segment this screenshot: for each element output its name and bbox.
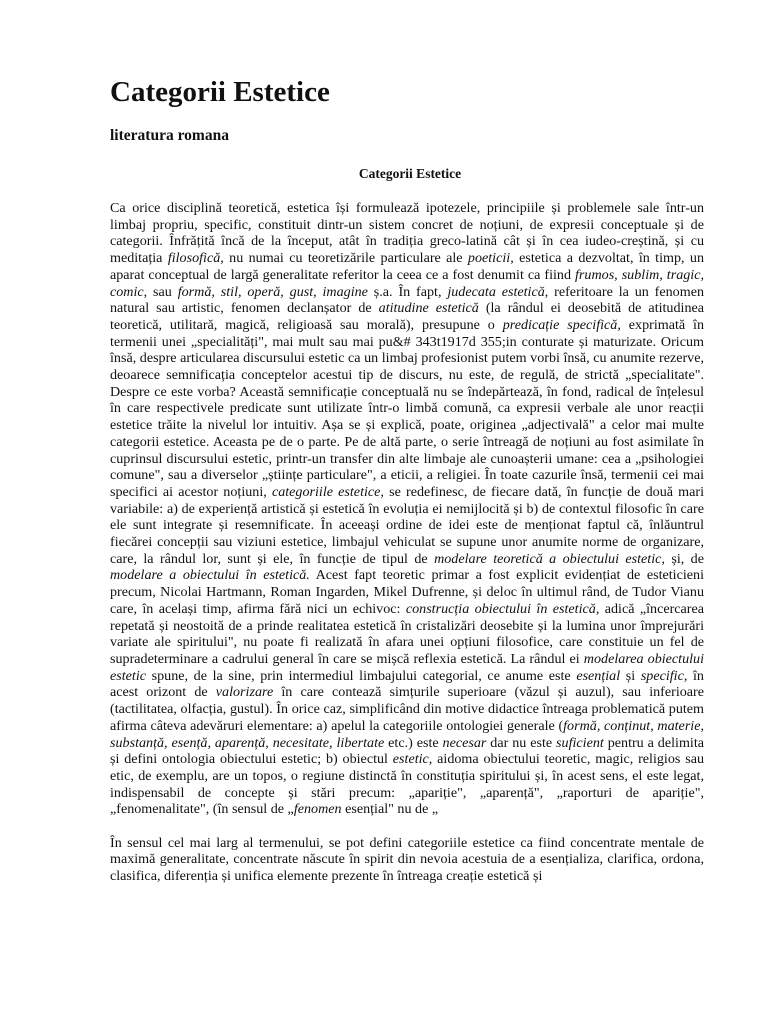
text-run: dar nu este xyxy=(486,734,557,751)
italic-term: modelarea obiectului estetic xyxy=(110,650,705,684)
body-paragraph-2: În sensul cel mai larg al termenului, se pot defini categoriile estetice ca fiind concentrate mentale de maximă generalitate, concentrate născute în spirit din nevoia acestuia de a esențializa, clarifica, ordona, clasifica, diferenția și unifica elemente prezente în întreaga creație estetică și xyxy=(110,834,704,885)
italic-term: judecata estetică xyxy=(447,283,545,300)
italic-term: esențial xyxy=(576,667,621,684)
italic-term: formă, conținut, materie, substanță, esență, aparență, necesitate, libertate xyxy=(110,717,704,751)
section-heading: Categorii Estetice xyxy=(358,166,462,181)
text-run: Ca orice disciplină teoretică, estetica își formulează ipotezele, principiile și problemele sale într-un limbaj propriu, specific, constituit dintr-un sistem concret de noțiuni, de expresii conceptuale și de categorii. Înfrățită încă de la început, atât în tradiția greco-latină cât și în cea iudeo-creștină, și cu meditația xyxy=(110,200,704,267)
italic-term: fenomen xyxy=(293,801,342,818)
italic-term: modelare teoretică a obiectului estetic, xyxy=(434,550,665,567)
italic-term: poeticii xyxy=(467,250,511,267)
italic-term: suficient xyxy=(556,734,604,751)
italic-term: filosofică xyxy=(167,250,221,267)
body-paragraph-1 xyxy=(110,200,704,818)
italic-term: valorizare xyxy=(215,684,274,701)
text-run: , estetica a dezvoltat, în timp, un aparat conceptual de largă generalitate referitor la ceea ce a fost denumit ca fiind xyxy=(110,250,704,283)
text-run: etc.) este xyxy=(384,734,443,751)
italic-term: construcția obiectului în estetică xyxy=(405,600,596,617)
text-run: se redefinesc, de fiecare dată, în funcție de două mari variabile: a) de experiență artistică și estetică în evoluția ei nemijlocită și b) de contextul filosofic în care ele sunt integrate și resemnificate. În aceeași ordine de idei este de menționat faptul că, înlăuntrul fiecărei concepții sau viziuni estetice, limbajul vehiculat se supune unor anumite norme de organizare, care, la rândul lor, sunt și ele, în funcție de tipul de xyxy=(110,483,704,567)
text-run: spune, de la sine, prin intermediul limbajului categorial, ce anume este xyxy=(146,667,577,684)
italic-term: necesar xyxy=(442,734,487,751)
text-run: în care contează simțurile superioare (văzul și auzul), sau inferioare (tactilitatea, olfacția, gustul). În orice caz, simplificând din motive didactice întreaga problematică putem afirma câteva adevăruri elementare: a) apelul la categoriile ontologiei generale ( xyxy=(110,684,704,734)
text-run: , sau xyxy=(143,283,178,300)
italic-term: atitudine estetică xyxy=(378,300,479,317)
italic-term: frumos, sublim, tragic, comic xyxy=(110,266,704,300)
document-subtitle: literatura romana xyxy=(110,127,229,144)
article-body xyxy=(110,200,704,902)
text-run: în acest orizont de xyxy=(110,667,704,701)
text-run: și xyxy=(620,667,641,684)
text-run: , referitoare la un fenomen natural sau artistic, fenomen declanșator de xyxy=(110,283,704,317)
text-run: exprimată în termenii unei „specialități", mai mult sau mai pu&# 343t1917d 355;in conturate și maturizate. Oricum însă, despre articularea discursului estetic ca un limbaj profesionist putem vorbi însă, cu anumite rezerve, deoarece semnificația conceptelor acestui tip de discurs, nu este, de regulă, de strictă „specialitate". Despre ce este vorba? Această semnificație conceptuală nu se îndepărtează, în fond, radical de înțelesul în care respectivele predicate sunt utilizate într-o limbă comună, ca expresii verbale ale unor reacții estetice trăite la nivelul lor intuitiv. Așa se și explică, poate, originea „adjectivală" a celor mai multe categorii estetice. Aceasta pe de o parte. Pe de altă parte, o serie întreagă de noțiuni au fost asimilate în cuprinsul discursului estetic, printr-un transfer din alte limbaje ale cunoașterii umane: cea a „psihologiei comune", sau a diverselor „științe particulare", a eticii, a religiei. În toate cazurile însă, termenii cei mai specifici ai acestor noțiuni, xyxy=(110,316,704,500)
text-run: Acest fapt teoretic primar a fost explicit evidențiat de esteticieni precum, Nicolai Hartmann, Roman Ingarden, Mikel Dufrenne, și deloc în ultimul rând, de Tudor Vianu care, în același timp, afirma fără nici un echivoc: xyxy=(110,567,704,617)
document-title: Categorii Estetice xyxy=(110,76,330,108)
text-run: , adică „încercarea repetată și neostoită de a prinde realitatea estetică în cristalizări deosebite și la lumina unor împrejurări variate ale spiritului", nu poate fi realizată în afara unei opțiuni filosofice, care constituie un fel de supradeterminare a cadrului general în care se mișcă reflexia estetică. La rândul ei xyxy=(110,600,705,667)
text-run: esențial" nu de „ xyxy=(341,801,439,818)
italic-term: modelare a obiectului în estetică. xyxy=(110,567,310,584)
text-run: , nu numai cu teoretizările particulare ale xyxy=(220,250,468,267)
text-run: ș.a. În fapt, xyxy=(367,283,448,300)
italic-term: estetic, xyxy=(392,751,433,768)
text-run: (la rândul ei deosebită de atitudinea teoretică, utilitară, magică, religioasă sau morală), presupune o xyxy=(110,300,705,333)
italic-term: predicație specifică, xyxy=(502,316,621,333)
text-run: aidoma obiectului teoretic, magic, religios sau etic, de exemplu, are un topos, o regiune distinctă în constituția spiritului și, în acest sens, el este legat, indispensabil de concepte și stări precum: „apariție", „aparență", „raporturi de apariție", „fenomenalitate", (în sensul de „ xyxy=(110,751,704,818)
italic-term: formă, stil, operă, gust, imagine xyxy=(177,283,368,300)
text-run: și, de xyxy=(664,550,704,567)
italic-term: specific, xyxy=(640,667,688,684)
text-run: pentru a delimita și defini ontologia obiectului estetic; b) obiectul xyxy=(110,734,704,768)
italic-term: categoriile estetice, xyxy=(271,483,384,500)
